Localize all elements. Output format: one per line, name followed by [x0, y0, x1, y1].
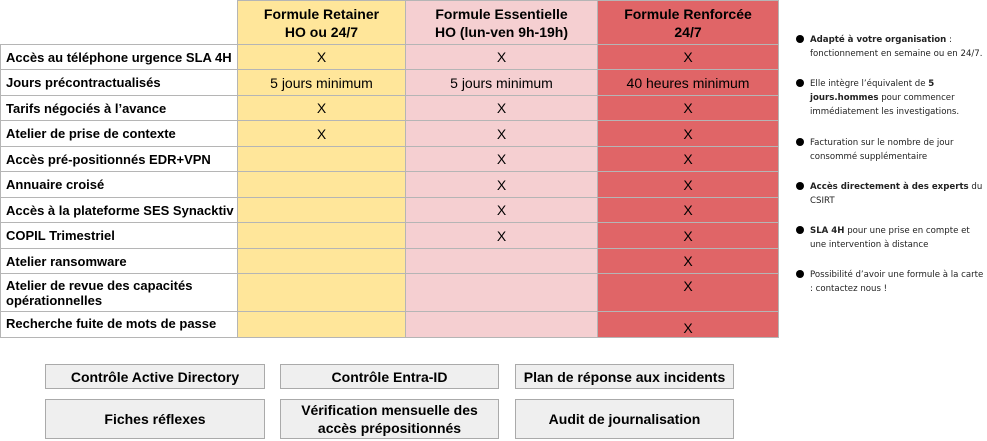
- table-corner: [1, 1, 238, 45]
- note-emphasis: Accès directement à des experts: [810, 182, 969, 192]
- column-header-retainer: Formule Retainer HO ou 24/7: [238, 1, 406, 45]
- note-item: [796, 180, 987, 208]
- feature-label: Accès au téléphone urgence SLA 4H: [1, 45, 238, 70]
- retainer-cell: X: [238, 96, 406, 121]
- table-row: [1, 312, 779, 338]
- essentielle-cell: X: [406, 96, 598, 121]
- feature-label: COPIL Trimestriel: [1, 223, 238, 249]
- table-row: [1, 172, 779, 198]
- renforcee-cell: X: [598, 172, 779, 198]
- note-text: du CSIRT: [810, 182, 983, 206]
- note-emphasis: 5 jours.hommes: [810, 79, 935, 103]
- column-header-renforcee: Formule Renforcée 24/7: [598, 1, 779, 45]
- retainer-cell: [238, 198, 406, 223]
- bullet-icon: [796, 79, 804, 87]
- essentielle-cell: X: [406, 45, 598, 70]
- renforcee-cell: X: [598, 96, 779, 121]
- feature-label: Annuaire croisé: [1, 172, 238, 198]
- renforcee-cell: X: [598, 121, 779, 147]
- table-row: [1, 223, 779, 249]
- feature-label: Atelier de prise de contexte: [1, 121, 238, 147]
- feature-label: Accès à la plateforme SES Synacktiv: [1, 198, 238, 223]
- bullet-icon: [796, 226, 804, 234]
- retainer-cell: [238, 172, 406, 198]
- essentielle-cell: [406, 312, 598, 338]
- renforcee-cell: X: [598, 147, 779, 172]
- service-box-incident-plan: Plan de réponse aux incidents: [515, 364, 734, 389]
- table-row: [1, 198, 779, 223]
- feature-label: Atelier de revue des capacités opérationnelles: [1, 274, 238, 312]
- feature-label: Tarifs négociés à l’avance: [1, 96, 238, 121]
- note-text: pour une prise en compte et une intervention à distance: [810, 226, 970, 250]
- service-box-fiches-reflexes: Fiches réflexes: [45, 399, 265, 439]
- renforcee-cell: 40 heures minimum: [598, 70, 779, 96]
- bullet-icon: [796, 35, 804, 43]
- feature-label: Atelier ransomware: [1, 249, 238, 274]
- note-text: Facturation sur le nombre de jour consommé supplémentaire: [810, 138, 954, 162]
- table-row: [1, 147, 779, 172]
- table-row: [1, 249, 779, 274]
- note-item: [796, 268, 987, 296]
- essentielle-cell: X: [406, 121, 598, 147]
- note-text: pour commencer immédiatement les investigations.: [810, 93, 960, 117]
- feature-label: Recherche fuite de mots de passe: [1, 312, 238, 338]
- essentielle-cell: X: [406, 172, 598, 198]
- service-box-entra-id: Contrôle Entra-ID: [280, 364, 499, 389]
- retainer-cell: 5 jours minimum: [238, 70, 406, 96]
- note-emphasis: SLA 4H: [810, 226, 845, 236]
- renforcee-cell: X: [598, 45, 779, 70]
- note-item: [796, 33, 987, 61]
- essentielle-cell: X: [406, 198, 598, 223]
- retainer-cell: X: [238, 121, 406, 147]
- feature-label: Accès pré-positionnés EDR+VPN: [1, 147, 238, 172]
- essentielle-cell: X: [406, 223, 598, 249]
- essentielle-cell: [406, 274, 598, 312]
- retainer-cell: [238, 223, 406, 249]
- note-item: [796, 136, 987, 164]
- renforcee-cell: X: [598, 274, 779, 312]
- retainer-cell: X: [238, 45, 406, 70]
- table-header-row: [1, 1, 779, 45]
- renforcee-cell: X: [598, 249, 779, 274]
- note-text: Elle intègre l’équivalent de: [810, 79, 929, 89]
- table-row: [1, 96, 779, 121]
- note-emphasis: Adapté à votre organisation: [810, 35, 947, 45]
- column-header-essentielle: Formule Essentielle HO (lun-ven 9h-19h): [406, 1, 598, 45]
- renforcee-cell: X: [598, 312, 779, 338]
- feature-label: Jours précontractualisés: [1, 70, 238, 96]
- note-item: [796, 224, 987, 252]
- essentielle-cell: [406, 249, 598, 274]
- retainer-cell: [238, 274, 406, 312]
- table-row: [1, 121, 779, 147]
- service-box-audit-journalisation: Audit de journalisation: [515, 399, 734, 439]
- note-text: Possibilité d’avoir une formule à la carte : contactez nous !: [810, 270, 984, 294]
- renforcee-cell: X: [598, 223, 779, 249]
- service-box-verification-acces: Vérification mensuelle des accès prépositionnés: [280, 399, 499, 439]
- service-box-active-directory: Contrôle Active Directory: [45, 364, 265, 389]
- table-row: [1, 45, 779, 70]
- bullet-icon: [796, 138, 804, 146]
- table-row: [1, 274, 779, 312]
- bullet-icon: [796, 270, 804, 278]
- retainer-cell: [238, 312, 406, 338]
- essentielle-cell: X: [406, 147, 598, 172]
- retainer-cell: [238, 147, 406, 172]
- renforcee-cell: X: [598, 198, 779, 223]
- note-item: [796, 77, 987, 119]
- table-row: [1, 70, 779, 96]
- essentielle-cell: 5 jours minimum: [406, 70, 598, 96]
- retainer-cell: [238, 249, 406, 274]
- note-text: : fonctionnement en semaine ou en 24/7.: [810, 35, 983, 59]
- bullet-icon: [796, 182, 804, 190]
